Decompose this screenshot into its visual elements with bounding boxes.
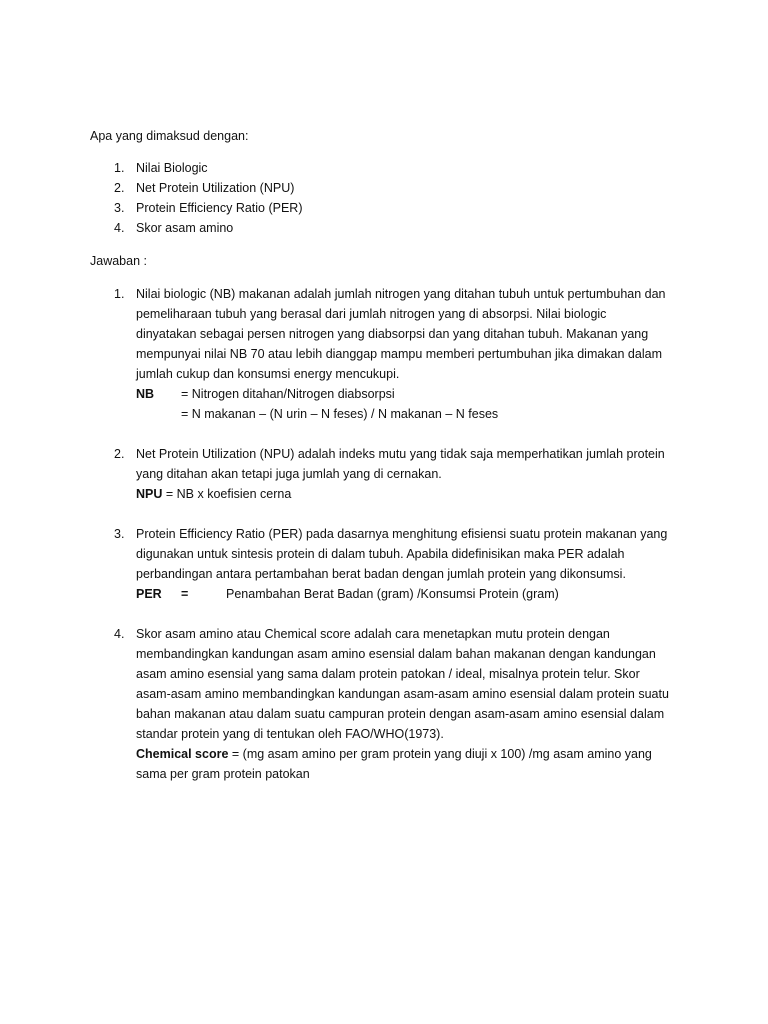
question-item: Nilai Biologic [136,161,208,175]
answer-line: asam-asam amino membandingkan kandungan asam-asam amino esensial dalam protein suatu [136,687,669,701]
answer-line: digunakan untuk sintesis protein di dalam tubuh. Apabila didefinisikan maka PER adalah [136,547,625,561]
answer-line: perbandingan antara pertambahan berat badan dengan jumlah protein yang dikonsumsi. [136,567,626,581]
answer-line: jumlah cukup dan konsumsi energy mencukupi. [136,367,400,381]
question-item: Protein Efficiency Ratio (PER) [136,201,303,215]
answer-label: Jawaban : [90,254,147,268]
answer-line: Protein Efficiency Ratio (PER) pada dasarnya menghitung efisiensi suatu protein makanan yang [136,527,668,541]
formula-text: Penambahan Berat Badan (gram) /Konsumsi Protein (gram) [226,587,559,601]
answer-number: 1. [114,287,125,301]
formula-line: sama per gram protein patokan [136,767,310,781]
formula-line [136,746,652,762]
formula-text: = NB x koefisien cerna [162,487,292,501]
answer-line: standar protein yang di tentukan oleh FAO/WHO(1973). [136,727,444,741]
answer-number: 2. [114,447,125,461]
formula-line: = Nitrogen ditahan/Nitrogen diabsorpsi [181,387,395,401]
answer-line: yang ditahan akan tetapi juga jumlah yang di cernakan. [136,467,442,481]
formula-text: = (mg asam amino per gram protein yang diuji x 100) /mg asam amino yang [228,747,652,761]
question-item: Net Protein Utilization (NPU) [136,181,295,195]
answer-number: 4. [114,627,125,641]
formula-equals: = [181,587,189,601]
question-number: 4. [114,221,125,235]
question-number: 1. [114,161,125,175]
answer-line: bahan makanan atau dalam suatu campuran protein dengan asam-asam amino esensial dalam [136,707,665,721]
answer-line: membandingkan kandungan asam amino esensial dalam bahan makanan dengan kandungan [136,647,656,661]
answer-line: Nilai biologic (NB) makanan adalah jumlah nitrogen yang ditahan tubuh untuk pertumbuhan dan [136,287,666,301]
answer-line: Net Protein Utilization (NPU) adalah indeks mutu yang tidak saja memperhatikan jumlah protein [136,447,665,461]
formula-label-chemical-score: Chemical score [136,747,229,761]
question-number: 3. [114,201,125,215]
formula-label-npu: NPU [136,487,163,501]
formula-line [136,486,291,502]
formula-label-per: PER [136,587,162,601]
answer-line: Skor asam amino atau Chemical score adalah cara menetapkan mutu protein dengan [136,627,610,641]
formula-line: = N makanan – (N urin – N feses) / N makanan – N feses [181,407,499,421]
answer-number: 3. [114,527,125,541]
answer-line: mempunyai nilai NB 70 atau lebih dianggap mampu memberi pertumbuhan jika dimakan dalam [136,347,662,361]
question-item: Skor asam amino [136,221,234,235]
formula-label-nb: NB [136,387,155,401]
answer-line: pemeliharaan tubuh yang berasal dari jumlah nitrogen yang di absorpsi. Nilai biologic [136,307,607,321]
answer-line: dinyatakan sebagai persen nitrogen yang diabsorpsi dan yang ditahan tubuh. Makanan yang [136,327,649,341]
question-number: 2. [114,181,125,195]
answer-line: asam amino esensial yang sama dalam protein patokan / ideal, misalnya protein telur. Skor [136,667,640,681]
question-intro: Apa yang dimaksud dengan: [90,129,249,143]
